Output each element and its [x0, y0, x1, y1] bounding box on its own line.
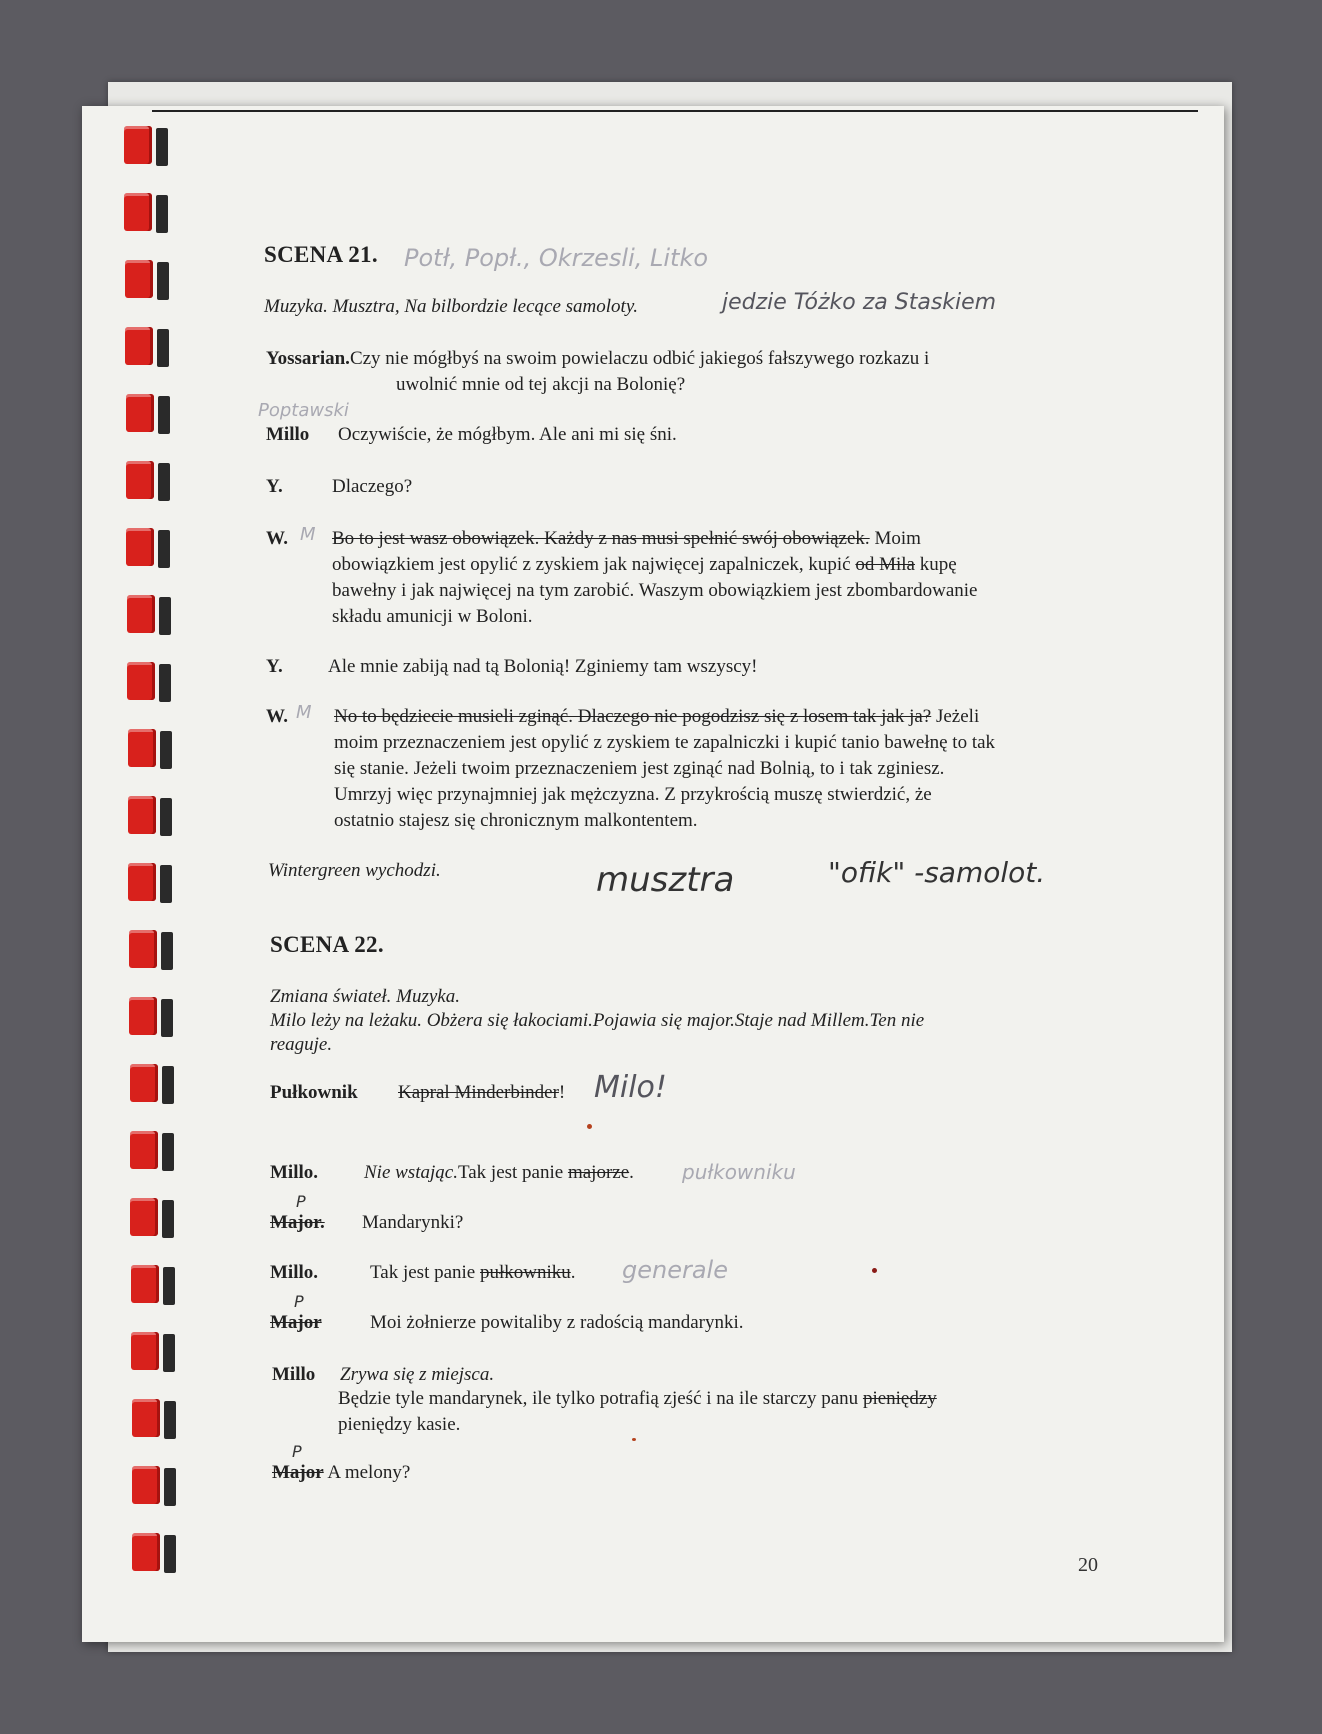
dialogue-text: Ale mnie zabiją nad tą Bolonią! Zginiemy tam wszyscy!	[328, 656, 758, 677]
handwritten-musztra: musztra	[596, 860, 735, 900]
dialogue-text: Umrzyj więc przynajmniej jak mężczyzna. Z przykrością muszę stwierdzić, że	[334, 784, 932, 805]
speaker-w: W.	[266, 528, 289, 549]
dialogue-text	[370, 1260, 576, 1286]
struck-text: Bo to jest wasz obowiązek. Każdy z nas musi spełnić swój obowiązek.	[332, 528, 870, 549]
dialogue-text: Mandarynki?	[362, 1212, 464, 1233]
handwritten-stage-note: jedzie Tóżko za Staskiem	[722, 290, 997, 315]
struck-text: pułkowniku	[480, 1262, 571, 1283]
dialogue-text: Oczywiście, że mógłbym. Ale ani mi się śni.	[338, 424, 677, 445]
stage-direction: Nie wstając.	[364, 1162, 458, 1183]
stage-direction: Zrywa się z miejsca.	[340, 1364, 495, 1385]
speaker-pulkownik: Pułkownik	[270, 1082, 358, 1103]
stage-direction: reaguje.	[270, 1034, 333, 1055]
dialogue-text: ostatnio stajesz się chronicznym malkontentem.	[334, 810, 698, 831]
margin-handwritten-note: Poptawski	[258, 400, 349, 421]
handwritten-correction: generale	[622, 1256, 728, 1284]
speaker-y: Y.	[266, 656, 283, 677]
page-content	[82, 106, 1224, 1642]
dialogue-text: kupę	[915, 554, 957, 575]
dialogue-text: bawełny i jak najwięcej na tym zarobić. Waszym obowiązkiem jest zbombardowanie	[332, 580, 978, 601]
struck-text: Kapral Minderbinder	[398, 1082, 559, 1103]
handwritten-speaker-change: M	[300, 524, 316, 545]
speaker-millo: Millo.	[270, 1162, 319, 1183]
speaker-y: Y.	[266, 476, 283, 497]
dialogue-text: Tak jest panie	[370, 1262, 480, 1283]
ink-speck	[872, 1268, 877, 1273]
dialogue-text: Moi żołnierze powitaliby z radością mandarynki.	[370, 1312, 744, 1333]
dialogue-text: Dlaczego?	[332, 476, 413, 497]
stage-direction: Milo leży na leżaku. Obżera się łakociami.Pojawia się major.Staje nad Millem.Ten nie	[270, 1010, 925, 1031]
dialogue-text: .	[629, 1162, 634, 1183]
speaker-millo: Millo	[272, 1364, 316, 1385]
dialogue-text	[332, 552, 957, 578]
dialogue-text	[364, 1160, 634, 1186]
stage-direction: Muzyka. Musztra, Na bilbordzie lecące samoloty.	[264, 296, 638, 317]
speaker-millo: Millo	[266, 424, 310, 445]
speaker-major: Major.	[270, 1212, 325, 1233]
struck-text: majorze	[567, 1162, 630, 1183]
handwritten-cast-note: Potł, Popł., Okrzesli, Litko	[404, 244, 709, 272]
speaker-millo: Millo.	[270, 1262, 319, 1283]
speaker-yossarian: Yossarian.	[266, 348, 350, 369]
dialogue-text: A melony?	[327, 1462, 411, 1483]
scene-21-heading: SCENA 21.	[264, 242, 378, 267]
dialogue-text: się stanie. Jeżeli twoim przeznaczeniem jest zginąć nad Bolnią, to i tak zginiesz.	[334, 758, 945, 779]
handwritten-milo: Milo!	[594, 1070, 667, 1105]
handwritten-p-mark: P	[296, 1192, 306, 1211]
struck-text: pieniędzy	[862, 1388, 937, 1409]
dialogue-text	[338, 1386, 937, 1412]
dialogue-text	[398, 1080, 565, 1106]
handwritten-speaker-change: M	[296, 702, 312, 723]
dialogue-text: Będzie tyle mandarynek, ile tylko potrafią zjeść i na ile starczy panu	[338, 1388, 863, 1409]
dialogue-text: pieniędzy kasie.	[338, 1414, 461, 1435]
dialogue-text: Moim	[869, 528, 921, 549]
dialogue-text: obowiązkiem jest opylić z zyskiem jak najwięcej zapalniczek, kupić	[332, 554, 856, 575]
speaker-major: Major	[270, 1312, 322, 1333]
dialogue-text: Czy nie mógłbyś na swoim powielaczu odbić jakiegoś fałszywego rozkazu i	[349, 348, 930, 369]
speaker-major: Major	[272, 1462, 324, 1483]
ink-speck	[632, 1438, 636, 1441]
document-page	[82, 106, 1224, 1642]
struck-text: No to będziecie musieli zginąć. Dlaczego nie pogodzisz się z losem tak jak ja?	[334, 706, 932, 727]
scene-22-heading: SCENA 22.	[270, 932, 384, 957]
dialogue-text: Tak jest panie	[457, 1162, 568, 1183]
dialogue-text	[332, 526, 921, 552]
dialogue-text: składu amunicji w Boloni.	[332, 606, 533, 627]
exit-direction: Wintergreen wychodzi.	[268, 860, 441, 881]
dialogue-text: uwolnić mnie od tej akcji na Bolonię?	[396, 374, 686, 395]
handwritten-p-mark: P	[292, 1442, 302, 1461]
stage-direction: Zmiana świateł. Muzyka.	[270, 986, 460, 1007]
yossarian-line	[266, 346, 929, 372]
handwritten-correction: pułkowniku	[682, 1160, 796, 1184]
dialogue-text: !	[558, 1082, 566, 1103]
dialogue-text: Jeżeli	[931, 706, 980, 727]
handwritten-p-mark: P	[294, 1292, 304, 1311]
dialogue-text	[334, 704, 979, 730]
handwritten-ofik-note: "ofik" -samolot.	[828, 856, 1046, 889]
dialogue-text: .	[570, 1262, 576, 1283]
speaker-w: W.	[266, 706, 289, 727]
struck-text: od Mila	[855, 554, 915, 575]
dialogue-text: moim przeznaczeniem jest opylić z zyskiem te zapalniczki i kupić tanio bawełnę to tak	[334, 732, 996, 753]
dialogue-line	[272, 1460, 410, 1486]
page-number: 20	[1078, 1554, 1098, 1576]
ink-speck	[587, 1124, 592, 1129]
